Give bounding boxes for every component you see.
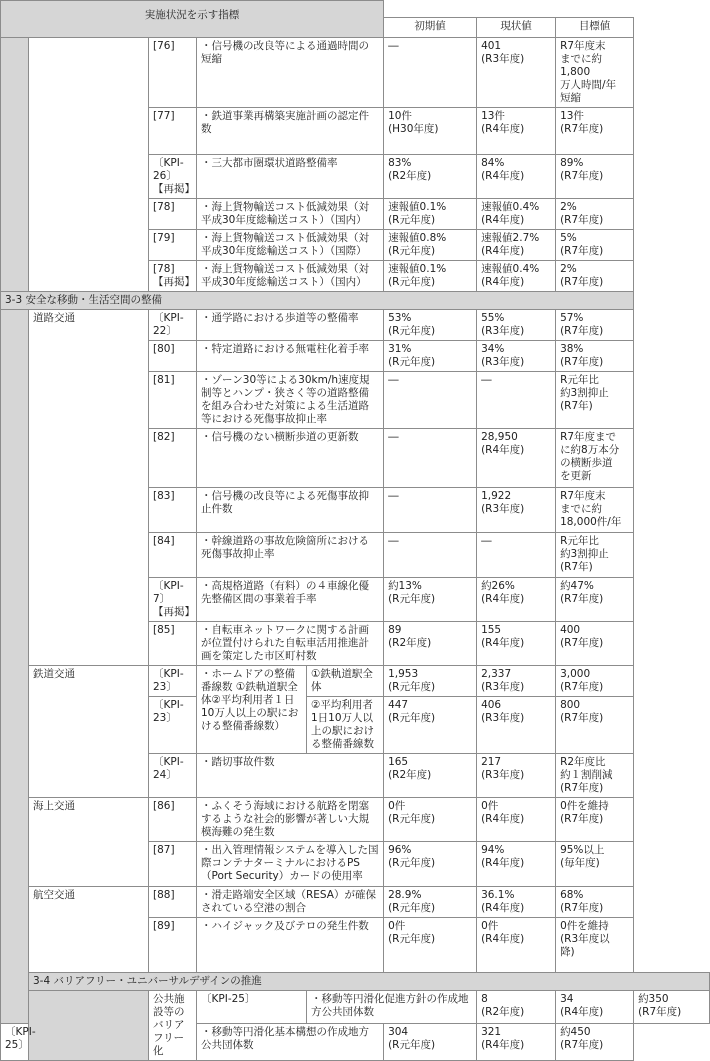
target-value: R7年度まで に約8万本分 の横断歩道 を更新: [556, 429, 634, 488]
indicator-desc: ・信号機の改良等による死傷事故抑止件数: [197, 488, 384, 533]
indicator-id: [84]: [149, 533, 197, 578]
target-value: 0件を維持 (R7年度): [556, 798, 634, 842]
initial-value: 31% (R元年度): [384, 341, 477, 372]
indicator-id: [81]: [149, 372, 197, 429]
initial-value: 28.9% (R元年度): [384, 887, 477, 918]
indicator-id: [86]: [149, 798, 197, 842]
indicator-desc: ・ふくそう海域における航路を閉塞するような社会的影響が著しい大規模海難の発生数: [197, 798, 384, 842]
indicator-desc: ・出入管理情報システムを導入した国際コンテナターミナルにおけるPS（Port Security）カードの使用率: [197, 842, 384, 887]
initial-value: 0件 (R元年度): [384, 798, 477, 842]
target-value: 2% (R7年度): [556, 261, 634, 292]
indicator-desc: ・特定道路における無電柱化着手率: [197, 341, 384, 372]
category-label: 道路交通: [29, 310, 149, 666]
target-value: R元年比 約3割抑止 (R7年): [556, 533, 634, 578]
indicator-desc: ・信号機のない横断歩道の更新数: [197, 429, 384, 488]
indicator-id: [83]: [149, 488, 197, 533]
indicator-desc: ・踏切事故件数: [197, 754, 384, 798]
indicator-id: [85]: [149, 622, 197, 666]
current-value: 0件 (R4年度): [477, 798, 556, 842]
initial-value: 速報値0.1% (R元年度): [384, 199, 477, 230]
indicator-desc: ・移動等円滑化基本構想の作成地方公共団体数: [197, 1024, 384, 1061]
indicator-id: 〔KPI-22〕: [149, 310, 197, 341]
table-row: [1, 798, 710, 842]
current-value: 13件 (R4年度): [477, 108, 556, 155]
indicator-desc: ・通学路における歩道等の整備率: [197, 310, 384, 341]
indicator-sub: ②平均利用者1日10万人以上の駅における整備番線数: [307, 697, 384, 754]
header-title: 実施状況を示す指標: [1, 1, 384, 38]
indicator-id: [78] 【再掲】: [149, 261, 197, 292]
target-value: 5% (R7年度): [556, 230, 634, 261]
category-blank: [29, 38, 149, 292]
table-row: [1, 887, 710, 918]
current-value: 0件 (R4年度): [477, 918, 556, 973]
section-heading: 3-4 バリアフリー・ユニバーサルデザインの推進: [29, 973, 710, 991]
indicator-id: [80]: [149, 341, 197, 372]
target-value: 13件 (R7年度): [556, 108, 634, 155]
initial-value: 53% (R元年度): [384, 310, 477, 341]
header-initial: 初期値: [384, 18, 477, 38]
indicator-id: [89]: [149, 918, 197, 973]
category-label: 公共施設等のバリアフリー化: [149, 991, 197, 1061]
target-value: 約47% (R7年度): [556, 578, 634, 622]
target-value: 68% (R7年度): [556, 887, 634, 918]
indicator-desc: ・信号機の改良等による通過時間の短縮: [197, 38, 384, 108]
current-value: 約26% (R4年度): [477, 578, 556, 622]
current-value: 94% (R4年度): [477, 842, 556, 887]
indicator-id: [82]: [149, 429, 197, 488]
current-value: ―: [477, 372, 556, 429]
table-row: [1, 38, 710, 108]
target-value: 800 (R7年度): [556, 697, 634, 754]
section-indent: [29, 991, 149, 1061]
indicator-desc: ・ハイジャック及びテロの発生件数: [197, 918, 384, 973]
indicator-desc: ・ホームドアの整備番線数 ①鉄軌道駅全体②平均利用者１日10万人以上の駅における整備番線数）: [197, 666, 307, 754]
initial-value: 304 (R元年度): [384, 1024, 477, 1061]
target-value: 38% (R7年度): [556, 341, 634, 372]
indicator-id: 〔KPI-26〕 【再掲】: [149, 155, 197, 199]
target-value: 400 (R7年度): [556, 622, 634, 666]
indicator-id: [78]: [149, 199, 197, 230]
indicator-id: 〔KPI-7〕 【再掲】: [149, 578, 197, 622]
initial-value: ―: [384, 429, 477, 488]
initial-value: 8 (R2年度): [477, 991, 556, 1024]
indicator-sub: ①鉄軌道駅全体: [307, 666, 384, 697]
current-value: 55% (R3年度): [477, 310, 556, 341]
initial-value: 速報値0.8% (R元年度): [384, 230, 477, 261]
section-heading: 3-3 安全な移動・生活空間の整備: [1, 292, 634, 310]
target-value: R元年比 約3割抑止 (R7年): [556, 372, 634, 429]
initial-value: ―: [384, 533, 477, 578]
indicator-id: [76]: [149, 38, 197, 108]
indicator-desc: ・三大都市圏環状道路整備率: [197, 155, 384, 199]
initial-value: ―: [384, 38, 477, 108]
indicator-id: 〔KPI-23〕: [149, 697, 197, 754]
target-value: 約350 (R7年度): [634, 991, 710, 1024]
current-value: 155 (R4年度): [477, 622, 556, 666]
target-value: 3,000 (R7年度): [556, 666, 634, 697]
target-value: R2年度比 約１割削減 (R7年度): [556, 754, 634, 798]
current-value: 217 (R3年度): [477, 754, 556, 798]
current-value: 36.1% (R4年度): [477, 887, 556, 918]
initial-value: 0件 (R元年度): [384, 918, 477, 973]
indicator-desc: ・幹線道路の事故危険箇所における死傷事故抑止率: [197, 533, 384, 578]
section-indent: [1, 38, 29, 292]
initial-value: 447 (R元年度): [384, 697, 477, 754]
initial-value: 速報値0.1% (R元年度): [384, 261, 477, 292]
category-label: 鉄道交通: [29, 666, 149, 798]
initial-value: 96% (R元年度): [384, 842, 477, 887]
initial-value: ―: [384, 372, 477, 429]
indicator-desc: ・高規格道路（有料）の４車線化優先整備区間の事業着手率: [197, 578, 384, 622]
indicator-desc: ・鉄道事業再構築実施計画の認定件数: [197, 108, 384, 155]
indicator-desc: ・海上貨物輸送コスト低減効果（対平成30年度総輸送コスト）（国内）: [197, 199, 384, 230]
section-3-4: [1, 973, 710, 991]
current-value: 321 (R4年度): [477, 1024, 556, 1061]
category-label: 海上交通: [29, 798, 149, 887]
current-value: ―: [477, 533, 556, 578]
category-label: 航空交通: [29, 887, 149, 973]
table-row: [1, 991, 710, 1024]
header-target: 目標値: [556, 18, 634, 38]
current-value: 406 (R3年度): [477, 697, 556, 754]
table-row: [1, 310, 710, 341]
indicator-desc: ・自転車ネットワークに関する計画が位置付けられた自転車活用推進計画を策定した市区町村数: [197, 622, 384, 666]
indicator-id: [77]: [149, 108, 197, 155]
header-current: 現状値: [477, 18, 556, 38]
indicator-desc: ・海上貨物輸送コスト低減効果（対平成30年度総輸送コスト）（国際）: [197, 230, 384, 261]
current-value: 速報値0.4% (R4年度): [477, 261, 556, 292]
current-value: 速報値2.7% (R4年度): [477, 230, 556, 261]
target-value: 95%以上 (毎年度): [556, 842, 634, 887]
current-value: 速報値0.4% (R4年度): [477, 199, 556, 230]
current-value: 34% (R3年度): [477, 341, 556, 372]
table-row: [1, 666, 710, 697]
target-value: 0件を維持 (R3年度以 降): [556, 918, 634, 973]
section-3-3: [1, 292, 710, 310]
target-value: R7年度末 までに約1,800 万人時間/年 短縮: [556, 38, 634, 108]
initial-value: ―: [384, 488, 477, 533]
indicator-id: 〔KPI-25〕: [1, 1024, 29, 1061]
indicator-id: [87]: [149, 842, 197, 887]
indicator-id: 〔KPI-25〕: [197, 991, 307, 1024]
current-value: 84% (R4年度): [477, 155, 556, 199]
current-value: 28,950 (R4年度): [477, 429, 556, 488]
current-value: 34 (R4年度): [556, 991, 634, 1024]
indicator-id: 〔KPI-23〕: [149, 666, 197, 697]
target-value: 約450 (R7年度): [556, 1024, 634, 1061]
initial-value: 89 (R2年度): [384, 622, 477, 666]
initial-value: 1,953 (R元年度): [384, 666, 477, 697]
indicator-desc: ・移動等円滑化促進方針の作成地方公共団体数: [307, 991, 477, 1024]
section-indent: [1, 310, 29, 1024]
indicator-id: 〔KPI-24〕: [149, 754, 197, 798]
initial-value: 10件 (H30年度): [384, 108, 477, 155]
indicator-desc: ・海上貨物輸送コスト低減効果（対平成30年度総輸送コスト）（国内）: [197, 261, 384, 292]
current-value: 1,922 (R3年度): [477, 488, 556, 533]
indicator-desc: ・ゾーン30等による30km/h速度規制等とハンプ・狭さく等の道路整備を組み合わせた対策による生活道路等における死傷事故抑止率: [197, 372, 384, 429]
indicator-id: [79]: [149, 230, 197, 261]
initial-value: 83% (R2年度): [384, 155, 477, 199]
current-value: 401 (R3年度): [477, 38, 556, 108]
indicator-desc: ・滑走路端安全区域（RESA）が確保されている空港の割合: [197, 887, 384, 918]
target-value: 2% (R7年度): [556, 199, 634, 230]
indicator-id: [88]: [149, 887, 197, 918]
target-value: R7年度末 までに約 18,000件/年: [556, 488, 634, 533]
target-value: 89% (R7年度): [556, 155, 634, 199]
current-value: 2,337 (R3年度): [477, 666, 556, 697]
initial-value: 約13% (R元年度): [384, 578, 477, 622]
table-header: [1, 1, 710, 18]
initial-value: 165 (R2年度): [384, 754, 477, 798]
target-value: 57% (R7年度): [556, 310, 634, 341]
